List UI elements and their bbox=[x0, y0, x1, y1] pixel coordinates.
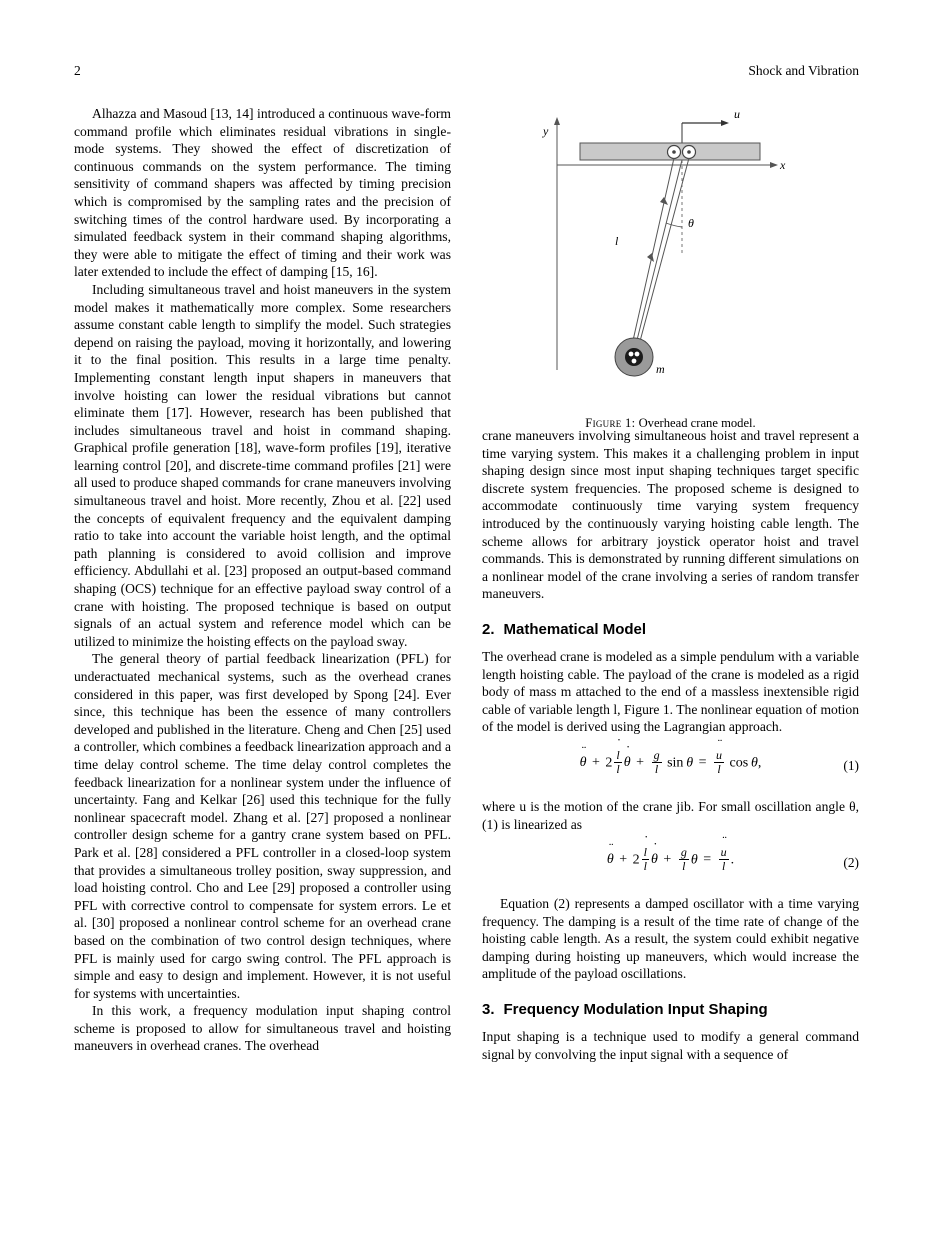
svg-text:x: x bbox=[780, 158, 786, 172]
section-title: Mathematical Model bbox=[503, 620, 647, 638]
equation-2-number: (2) bbox=[843, 855, 859, 871]
svg-text:l: l bbox=[615, 234, 619, 248]
paragraph: Including simultaneous travel and hoist maneuvers in the system model makes it mathematically more complex. Some researchers assume constant cable length to simplify the model. Such strategies depend on raising the payload, moving it horizontally, and lowering it to the final position. This results in a large time penalty. Implementing constant length input shapers in maneuvers that involve hoisting can lower the residual vibrations but cannot eliminate them [17]. However, research has been published that includes simultaneous travel and hoist in command shaping. Graphical profile generation [18], wave-form profiles [19], iterative learning control [20], and discrete-time command profiles [21] were all used to produce shaped commands for crane maneuvers involving simultaneous travel and hoist. More recently, Zhou et al. [22] used the concepts of equivalent frequency and the equivalent damping ratio to take into account the variable hoist length, and the optimal path planning is considered to avoid collision and improve efficiency. Abdullahi et al. [23] proposed an output-based command shaping (OCS) technique for an effective payload sway control of a crane with hoisting. The proposed technique is based on output signals of an actual system and reference model which can be utilized to minimize the hoisting effects on the payload sway. bbox=[74, 281, 451, 649]
journal-name: Shock and Vibration bbox=[748, 63, 859, 78]
paragraph: Input shaping is a technique used to modify a general command signal by convolving the input signal with a sequence of bbox=[482, 1029, 859, 1062]
svg-text:y: y bbox=[543, 124, 549, 138]
two-column-body bbox=[74, 105, 859, 1185]
section-title: Frequency Modulation Input Shaping bbox=[503, 1001, 768, 1019]
section-heading-mathematical-model bbox=[482, 621, 859, 638]
svg-text:θ: θ bbox=[688, 216, 694, 230]
figure-overhead-crane-model bbox=[482, 105, 859, 430]
equation-2 bbox=[482, 847, 859, 881]
page-number: 2 bbox=[74, 63, 81, 78]
figure-caption-text: Overhead crane model. bbox=[638, 416, 756, 430]
svg-text:u: u bbox=[734, 107, 740, 121]
equation-1-body: θ ¨ + 2 $\frac{l ˙}{l}$ θ ˙ + $\frac{g}{l}$ sin θ = $\frac{u ¨}{l}$ cos θ, bbox=[482, 750, 859, 776]
section-number: 2. bbox=[482, 620, 495, 638]
equation-1-number: (1) bbox=[843, 757, 859, 773]
paragraph: Alhazza and Masoud [13, 14] introduced a continuous wave-form command profile which eliminates residual vibrations in single-mode systems. They showed the effect of discretization of continuous commands on the system performance. The timing sensitivity of command shapers was affected by timing precision which is compromised by the sampling rates and the precision of switching times of the control hardware used. By incorporating a simulated feedback system in their command shaping algorithms, they were able to mitigate the effect of timing and their work was later extended to include the effect of damping [15, 16]. bbox=[74, 106, 451, 280]
figure-caption bbox=[482, 416, 859, 431]
paragraph: crane maneuvers involving simultaneous hoist and travel represent a time varying system. This makes it a challenging problem in input shaping design since most input shaping techniques target specific discrete system frequencies. The proposed scheme is designed to accommodate continuously time varying system frequency introduced by the continuously varying hoisting cable length. The scheme allows for arbitrary joystick operator hoist and travel commands. This is demonstrated by running different simulations on a nonlinear model of the crane involving a series of random transfer maneuvers. bbox=[482, 428, 859, 602]
section-number: 3. bbox=[482, 1001, 495, 1019]
crane-diagram-svg bbox=[482, 105, 859, 405]
equation-1 bbox=[482, 747, 859, 784]
figure-label: Figure 1: bbox=[585, 416, 636, 430]
section-heading-frequency-modulation-input-shaping bbox=[482, 1001, 859, 1018]
paragraph: In this work, a frequency modulation input shaping control scheme is proposed to allow for simultaneous travel and hoisting maneuvers in overhead cranes. The overhead bbox=[74, 1003, 451, 1054]
paragraph: The overhead crane is modeled as a simple pendulum with a variable length hoisting cable. The payload of the crane is modeled as a rigid body of mass m attached to the end of a massless inextensible rigid cable of variable length l, Figure 1. The nonlinear equation of motion of the model is derived using the Lagrangian approach. bbox=[482, 648, 859, 735]
paragraph: The general theory of partial feedback linearization (PFL) for underactuated mechanical systems, such as the overhead cranes considered in this paper, was first developed by Spong [24]. Ever since, this technique has been the essence of many controllers developed and published in the literature. Cheng and Chen [25] used a controller, which combines a feedback linearization approach and a time delay control scheme. The time delay control completes the feedback linearization for a nonlinear system under the influence of uncertainty. Fang and Kelkar [26] used this technique for the fully nonlinear spacecraft model. Zhang et al. [27] proposed a nonlinear controller design scheme for a gantry crane system based on PFL. Park et al. [28] considered a PFL controller in a closed-loop system that provides a simultaneous trolley position, sway suppression, and load hoisting control. Cho and Lee [29] proposed a controller using PFL with corrective control to compensate for system errors. Le et al. [30] proposed a nonlinear control scheme for an overhead crane based on the combination of two control design techniques, where PFL is mainly used for cargo swing control. The PFL approach is simple and easy to design and implement. However, it is not useful for systems with uncertainties. bbox=[74, 651, 451, 1001]
equation-2-body: θ ¨ + 2 $\frac{l ˙}{l}$ θ ˙ + $\frac{g}{l}$ θ = $\frac{u ¨}{l}$ . bbox=[482, 847, 859, 873]
paragraph: where u is the motion of the crane jib. For small oscillation angle θ, (1) is linearized as bbox=[482, 798, 859, 832]
paragraph: Equation (2) represents a damped oscillator with a time varying frequency. The damping is a result of the time rate of change of the hoisting cable length. As a result, the system could exhibit negative damping during hoisting up maneuvers, which would increase the amplitude of the payload oscillations. bbox=[482, 896, 859, 982]
svg-text:m: m bbox=[656, 362, 665, 376]
left-column bbox=[74, 105, 451, 1055]
right-column bbox=[482, 105, 859, 1063]
page-header bbox=[74, 63, 859, 79]
